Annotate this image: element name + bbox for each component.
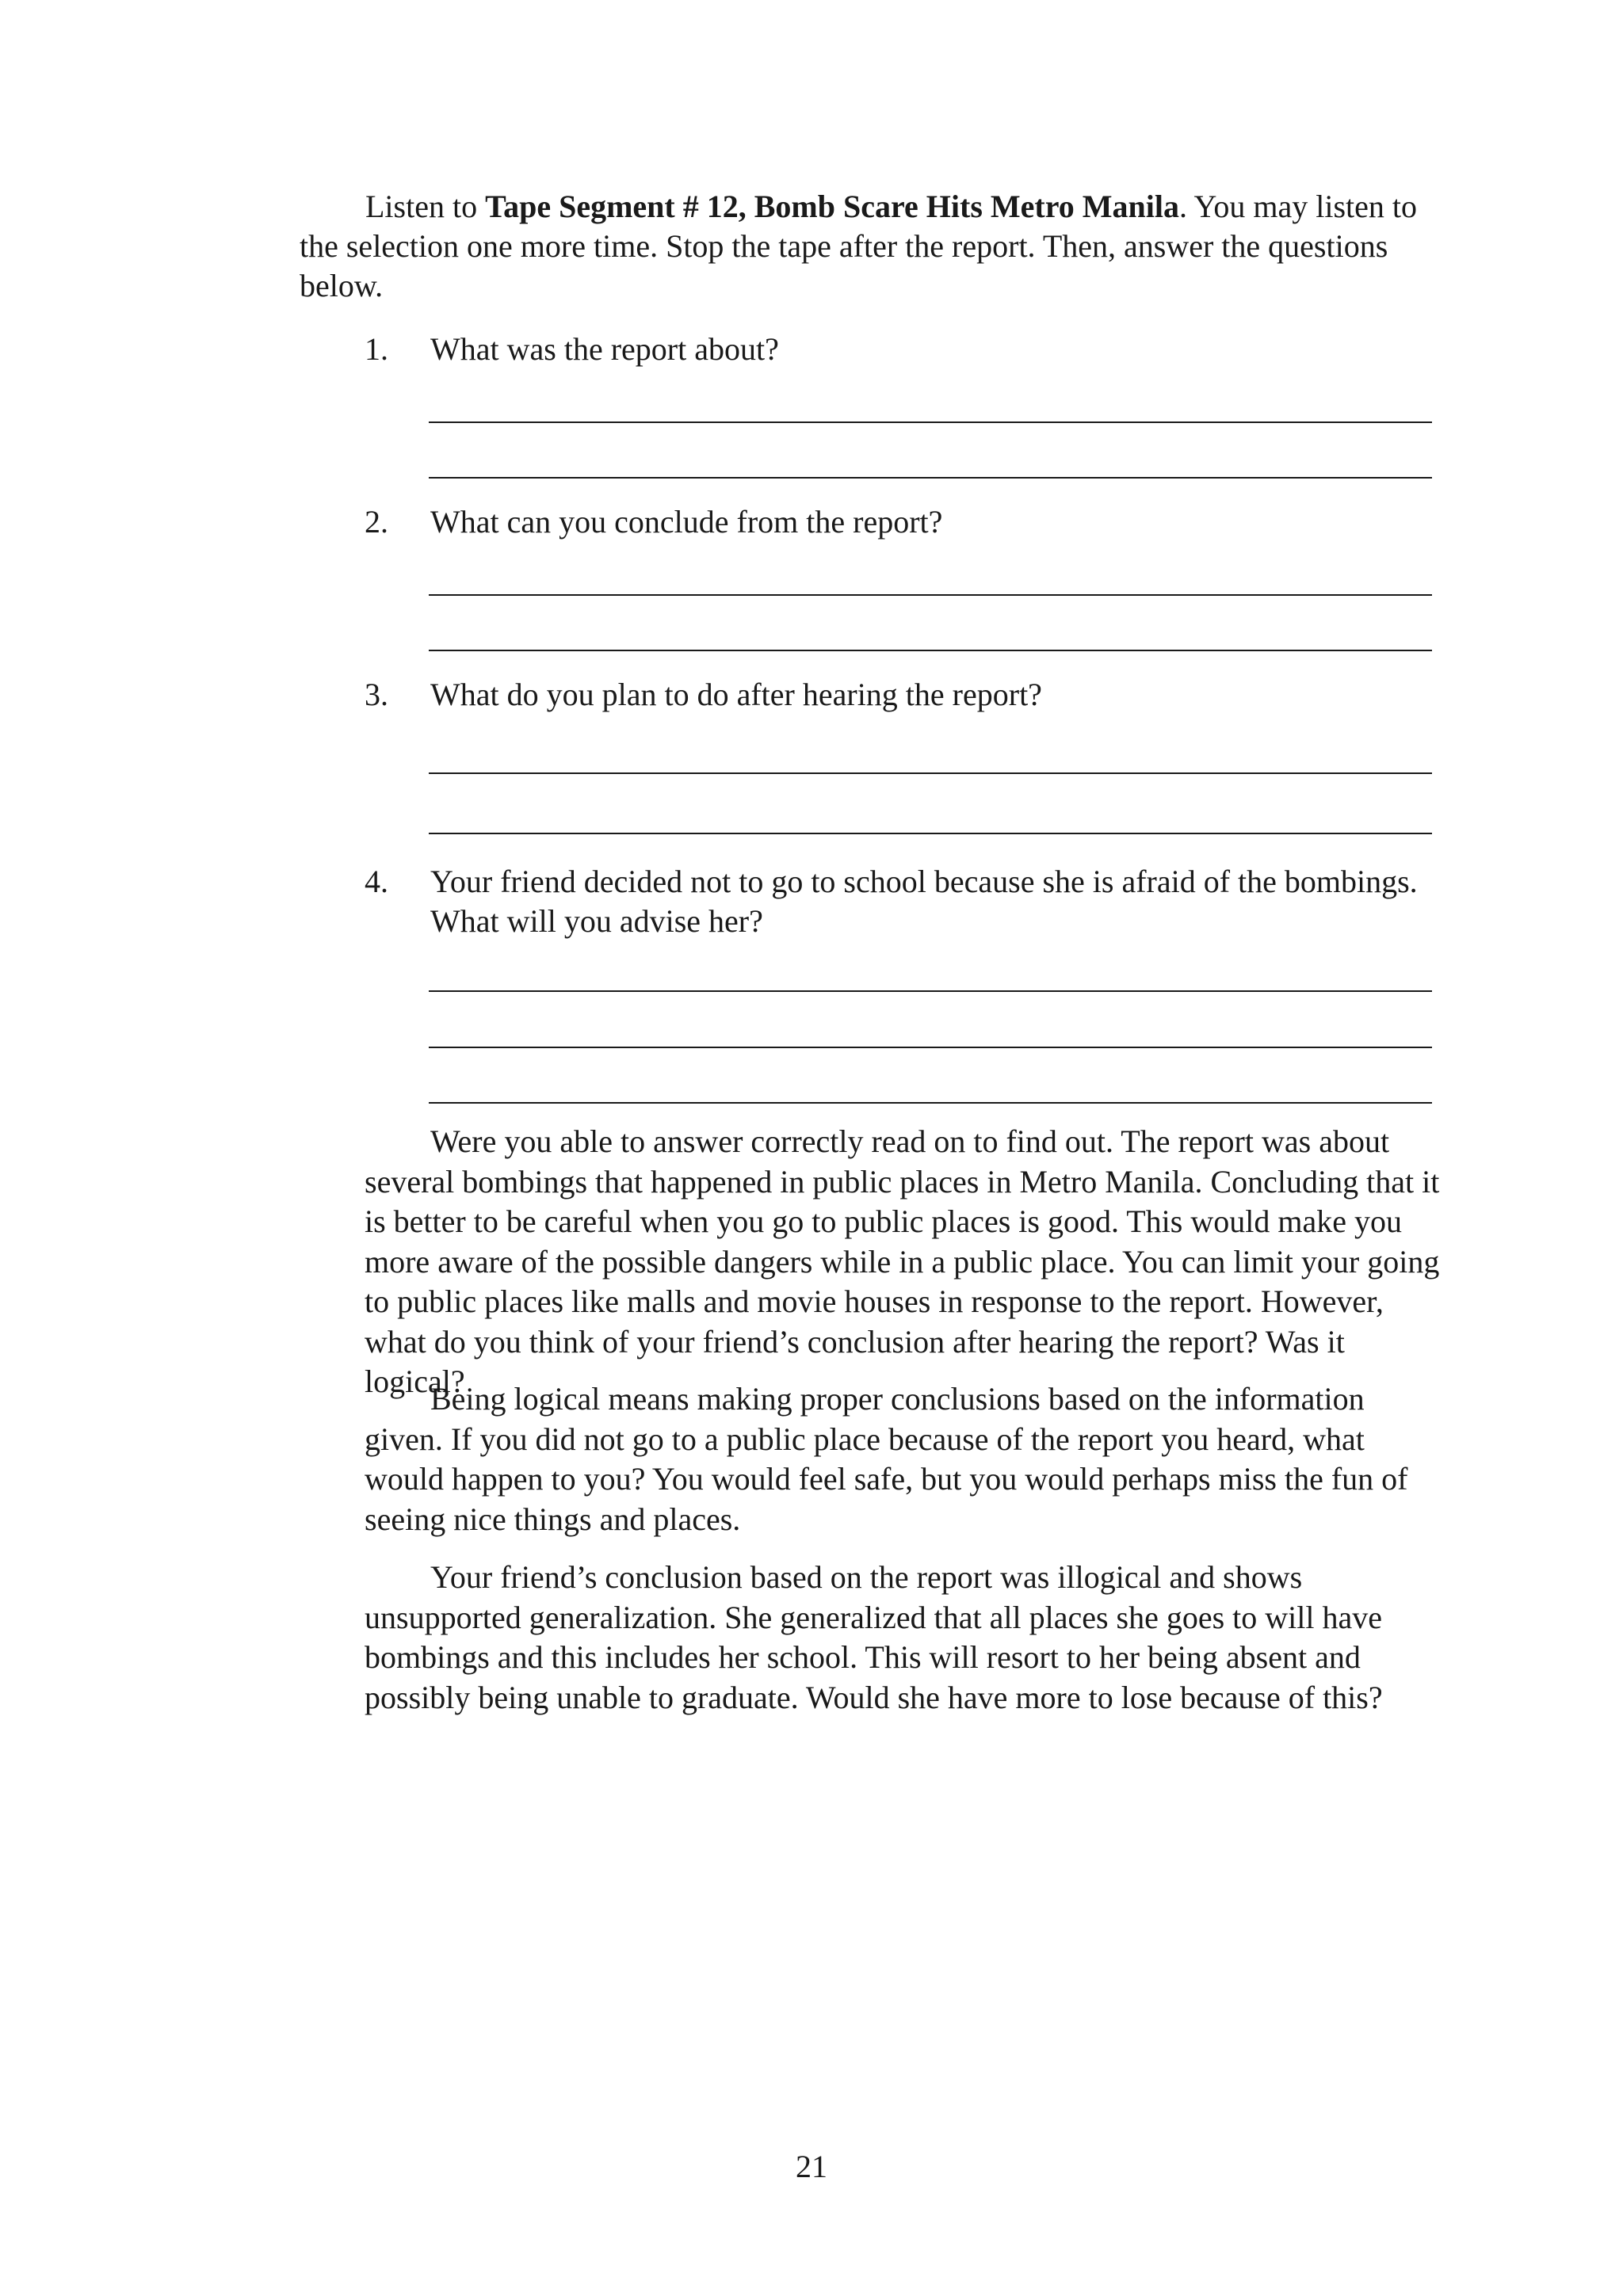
answer-line[interactable] <box>429 594 1432 596</box>
paragraph-text: Your friend’s conclusion based on the report was illogical and shows unsupported generalization. She generalized that all places she goes to will have bombings and this includes her school. This will resort to her being absent and possibly being unable to graduate. Would she have more to lose because of this? <box>365 1559 1383 1715</box>
question-number: 2. <box>365 504 388 540</box>
answer-line[interactable] <box>429 650 1432 651</box>
intro-prefix: Listen to <box>365 189 486 224</box>
paragraph-text: Being logical means making proper conclusions based on the information given. If you did not go to a public place because of the report you heard, what would happen to you? You would feel safe, but you would perhaps miss the fun of seeing nice things and places. <box>365 1381 1408 1537</box>
answer-line[interactable] <box>429 477 1432 479</box>
explanation-paragraph <box>365 1122 1442 1402</box>
intro-suffix: . You may listen to the selection one more time. Stop the tape after the report. Then, answer the questions below. <box>300 189 1418 303</box>
answer-line[interactable] <box>429 990 1432 992</box>
question-number: 3. <box>365 677 388 712</box>
question-text: What was the report about? <box>430 331 779 367</box>
question-number: 1. <box>365 331 388 367</box>
explanation-paragraph <box>365 1558 1442 1718</box>
question-text: Your friend decided not to go to school because she is afraid of the bombings. What will you advise her? <box>430 864 1418 939</box>
answer-line[interactable] <box>429 772 1432 774</box>
explanation-paragraph <box>365 1379 1442 1539</box>
answer-line[interactable] <box>429 1047 1432 1048</box>
question-text: What do you plan to do after hearing the report? <box>430 677 1042 712</box>
answer-line[interactable] <box>429 1102 1432 1104</box>
page-number: 21 <box>796 2149 827 2184</box>
question-number: 4. <box>365 864 388 899</box>
answer-line[interactable] <box>429 833 1432 834</box>
tape-segment-title: Tape Segment # 12, Bomb Scare Hits Metro Manila <box>485 189 1179 224</box>
intro-paragraph <box>300 187 1425 306</box>
question-text: What can you conclude from the report? <box>430 504 943 540</box>
answer-line[interactable] <box>429 421 1432 423</box>
paragraph-text: Were you able to answer correctly read on to find out. The report was about several bombings that happened in public places in Metro Manila. Concluding that it is better to be careful when you go to public places is good. This would make you more aware of the possible dangers while in a public place. You can limit your going to public places like malls and movie houses in response to the report. However, what do you think of your friend’s conclusion after hearing the report? Was it logical? <box>365 1123 1440 1399</box>
